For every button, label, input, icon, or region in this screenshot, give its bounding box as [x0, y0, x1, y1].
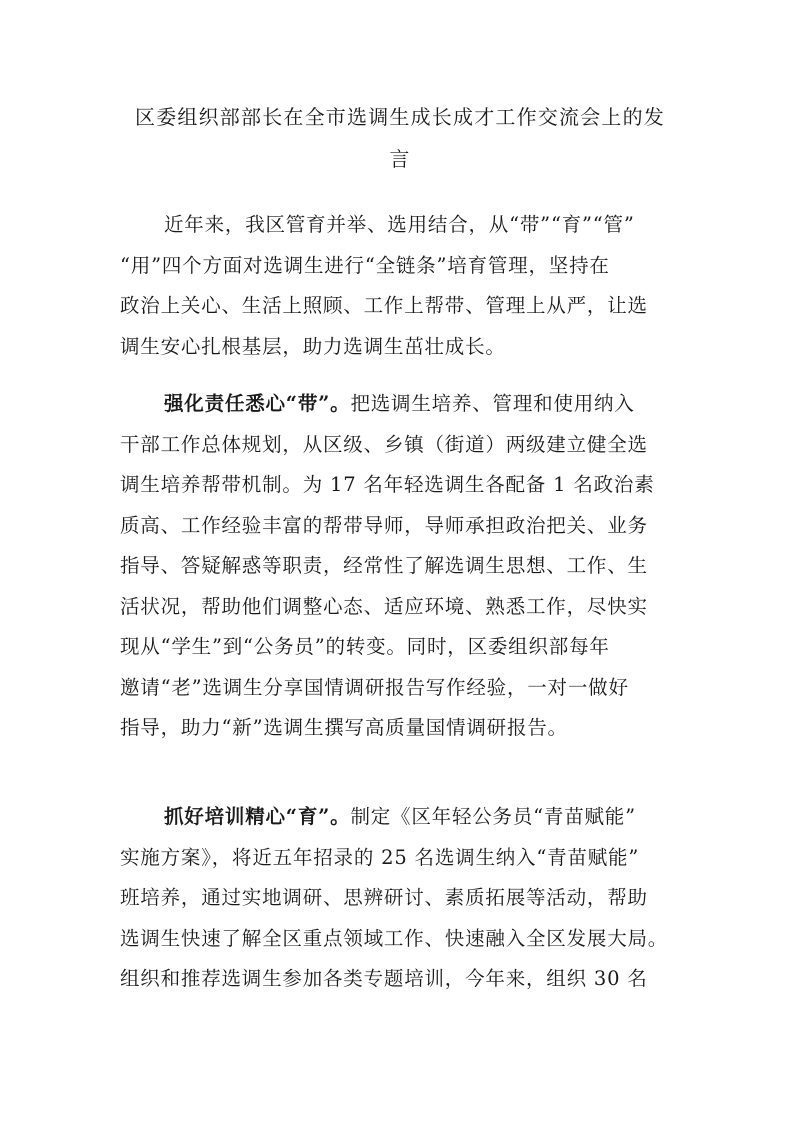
paragraph-line: 班培养，通过实地调研、思辨研讨、素质拓展等活动，帮助	[120, 886, 648, 909]
section-heading-training: 抓好培训精心“育”。	[164, 805, 351, 828]
paragraph-line-rest: 制定《区年轻公务员“青苗赋能”	[350, 805, 636, 828]
document-title	[120, 96, 680, 180]
mentoring-paragraph	[120, 384, 690, 749]
paragraph-line: 政治上关心、生活上照顾、工作上帮带、管理上从严，让选	[120, 294, 648, 317]
paragraph-line: 实施方案》，将近五年招录的 25 名选调生纳入“青苗赋能”	[120, 845, 640, 869]
paragraph-first-line	[120, 797, 690, 838]
title-line: 区委组织部部长在全市选调生成长成才工作交流会上的发	[135, 105, 665, 129]
paragraph-line: 现从“学生”到“公务员”的转变。同时，区委组织部每年	[120, 635, 610, 658]
paragraph-line: 选调生快速了解全区重点领域工作、快速融入全区发展大局。	[120, 926, 669, 950]
training-paragraph	[120, 797, 690, 1000]
intro-paragraph	[120, 205, 690, 367]
paragraph-line: 调生培养帮带机制。为 17 名年轻选调生各配备 1 名政治素	[120, 473, 655, 496]
paragraph-line-rest: 把选调生培养、管理和使用纳入	[350, 392, 635, 415]
paragraph-line: 干部工作总体规划，从区级、乡镇（街道）两级建立健全选	[120, 432, 648, 456]
paragraph-line: 活状况，帮助他们调整心态、适应环境、熟悉工作，尽快实	[120, 594, 648, 618]
paragraph-line: “用”四个方面对选调生进行“全链条”培育管理，坚持在	[120, 253, 610, 277]
paragraph-line: 组织和推荐选调生参加各类专题培训，今年来，组织 30 名	[120, 967, 648, 990]
title-line: 言	[389, 147, 411, 171]
paragraph-line: 近年来，我区管育并举、选用结合，从“带”“育”“管”	[164, 213, 635, 236]
section-heading-mentoring: 强化责任悉心“带”。	[164, 392, 351, 415]
paragraph-line: 调生安心扎根基层，助力选调生茁壮成长。	[120, 334, 506, 358]
paragraph-first-line	[120, 384, 690, 425]
paragraph-line: 邀请“老”选调生分享国情调研报告写作经验，一对一做好	[120, 675, 629, 699]
paragraph-line: 质高、工作经验丰富的帮带导师，导师承担政治把关、业务	[120, 513, 648, 537]
paragraph-line: 指导，助力“新”选调生撰写高质量国情调研报告。	[120, 716, 568, 739]
paragraph-line: 指导、答疑解惑等职责，经常性了解选调生思想、工作、生	[120, 554, 648, 577]
